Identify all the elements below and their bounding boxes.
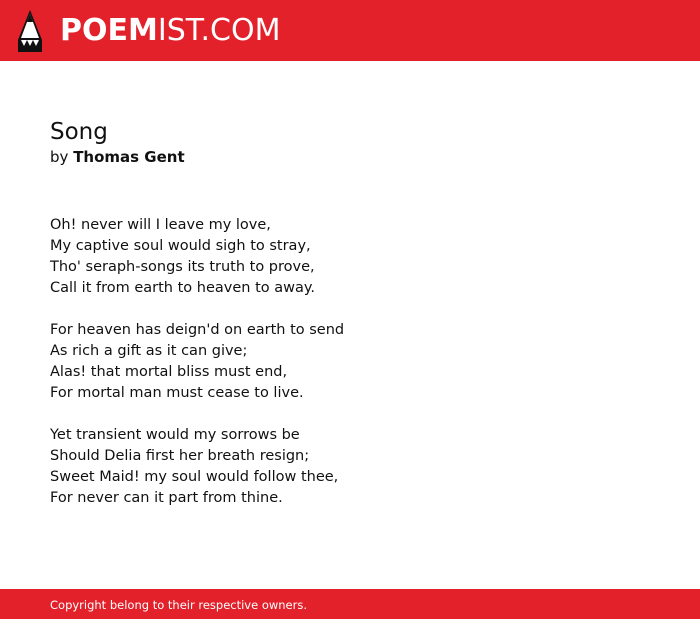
poem-byline: [50, 145, 650, 169]
poem-line: Tho' seraph-songs its truth to prove,: [50, 259, 315, 275]
poem-line: Should Delia first her breath resign;: [50, 448, 310, 464]
poem-stanza: [50, 215, 650, 299]
author-link[interactable]: Thomas Gent: [73, 148, 185, 166]
by-label: by: [50, 148, 69, 166]
poem-line: For heaven has deign'd on earth to send: [50, 322, 345, 338]
poem-line: Sweet Maid! my soul would follow thee,: [50, 469, 339, 485]
poem-line: For mortal man must cease to live.: [50, 385, 304, 401]
site-header: [0, 0, 700, 61]
site-name-light: IST.COM: [157, 13, 281, 48]
poem-line: For never can it part from thine.: [50, 490, 283, 506]
pencil-icon: [18, 10, 42, 52]
poem-line: Call it from earth to heaven to away.: [50, 280, 315, 296]
site-name: [60, 10, 280, 52]
poem-body: [50, 215, 650, 509]
poem-title: Song: [50, 119, 108, 145]
poem-line: Yet transient would my sorrows be: [50, 427, 300, 443]
site-footer: [0, 589, 700, 619]
poem-line: My captive soul would sigh to stray,: [50, 238, 311, 254]
site-name-strong: POEM: [60, 13, 158, 48]
poem-stanza: [50, 425, 650, 509]
poem-line: As rich a gift as it can give;: [50, 343, 248, 359]
copyright-text: Copyright belong to their respective owners.: [50, 598, 308, 612]
poem-line: Oh! never will I leave my love,: [50, 217, 271, 233]
poem-stanza: [50, 320, 650, 404]
site-logo-link[interactable]: [18, 10, 280, 52]
poem-line: Alas! that mortal bliss must end,: [50, 364, 288, 380]
poem-content: [50, 117, 650, 530]
